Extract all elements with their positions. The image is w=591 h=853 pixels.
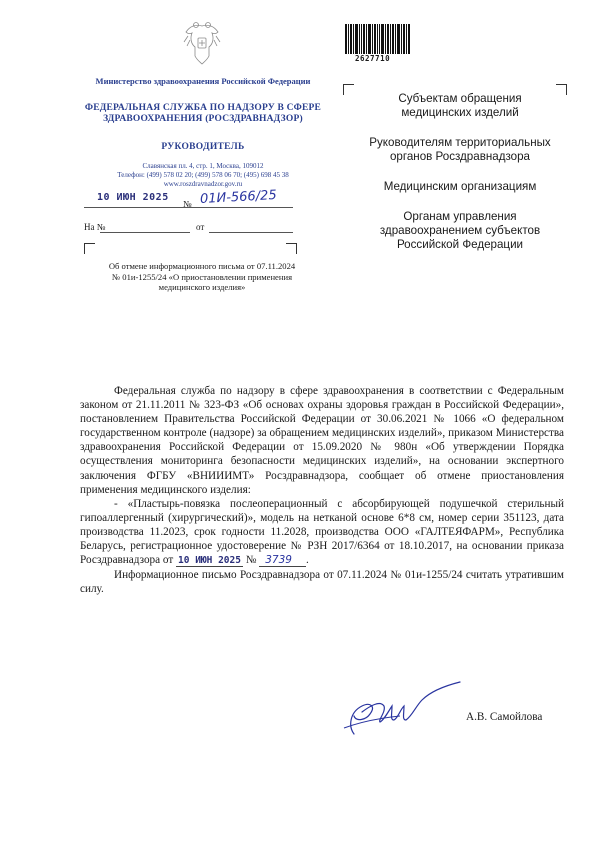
barcode-number: 2627710 — [355, 54, 391, 63]
addressee-list — [362, 92, 558, 268]
addressee-item: Органам управления здравоохранением субъектов Российской Федерации — [379, 210, 541, 251]
subject-corner-right — [286, 243, 297, 254]
body-paragraph: Федеральная служба по надзору в сфере здравоохранения в соответствии с Федеральным законом от 21.11.2011 № 323-ФЗ «Об основах охраны здоровья граждан в Российской Федерации», постановлением Правительства Российской Федерации от 30.06.2021 № 1066 «О федеральном государственном контроле (надзоре) за обращением медицинских изделий», приказом Министерства здравоохранения Российской Федерации от 15.09.2020 № 980н «Об утверждении Порядка осуществления мониторинга безопасности медицинских изделий», на основании экспертного заключения ФГБУ «ВНИИИМТ» Росздравнадзора, сообщает об отмене приостановления применения медицинского изделия: — [80, 385, 564, 496]
product-description: - «Пластырь-повязка послеоперационный с абсорбирующей подушечкой стерильный гипоаллергенный (хирургический)», модель на нетканой основе 6*8 см, номер серии 351123, дата производства 11.2023, срок годности 11.2028, производства ООО «ГАЛТЕЯФАРМ», Республика Беларусь, регистрационное удостоверение № РЗН 2017/6364 от 18.10.2017, на основании приказа Росздравнадзора от — [80, 497, 564, 567]
body-paragraph: Информационное письмо Росздравнадзора от 07.11.2024 № 01и-1255/24 считать утратившим силу. — [80, 569, 564, 596]
letter-body — [80, 384, 564, 596]
reference-number-label: На № — [84, 222, 106, 232]
address-line: Славянская пл. 4, стр. 1, Москва, 109012 — [142, 162, 264, 170]
handwritten-order-number: 3739 — [259, 554, 306, 567]
subject-corner-left — [84, 243, 95, 254]
order-number-label: № — [245, 554, 257, 567]
reference-date-underline — [209, 232, 293, 233]
addressee-item: Руководителям территориальных органов Росздравнадзора — [369, 136, 551, 163]
number-underline — [193, 207, 293, 208]
ministry-name: Министерство здравоохранения Российской Федерации — [95, 76, 311, 86]
letter-subject: Об отмене информационного письма от 07.11.2024 № 01и-1255/24 «О приостановлении применения медицинского изделия» — [108, 261, 296, 292]
phone-line: Телефон: (499) 578 02 20; (499) 578 06 70; (495) 698 45 38 — [117, 171, 289, 179]
handwritten-number: 01И-566/25 — [199, 188, 278, 207]
double-headed-eagle-emblem-icon — [182, 20, 222, 66]
head-title: РУКОВОДИТЕЛЬ — [161, 142, 245, 152]
addressee-corner-left — [343, 84, 354, 95]
barcode-icon — [345, 24, 410, 54]
website-line: www.roszdravnadzor.gov.ru — [163, 180, 243, 188]
date-stamp: 10 ИЮН 2025 — [97, 192, 169, 203]
addressee-item: Субъектам обращения медицинских изделий — [398, 92, 522, 119]
date-underline — [84, 207, 194, 208]
contact-block — [78, 162, 328, 189]
handwritten-signature — [340, 676, 480, 746]
reference-date-label: от — [196, 222, 205, 232]
service-name: ФЕДЕРАЛЬНАЯ СЛУЖБА ПО НАДЗОРУ В СФЕРЕ ЗДРАВООХРАНЕНИЯ (РОСЗДРАВНАДЗОР) — [84, 103, 322, 124]
body-paragraph: - «Пластырь-повязка послеоперационный с абсорбирующей подушечкой стерильный гипоаллергенный (хирургический)», модель на нетканой основе 6*8 см, номер серии 351123, дата производства 11.2023, срок годности 11.2028, производства ООО «ГАЛТЕЯФАРМ», Республика Беларусь, регистрационное удостоверение № РЗН 2017/6364 от 18.10.2017, на основании приказа Росздравнадзора от 10 ИЮН 2025 № 3739 . — [80, 497, 564, 567]
order-date-stamp: 10 ИЮН 2025 — [178, 555, 241, 567]
signatory-name: А.В. Самойлова — [466, 711, 543, 723]
number-label: № — [183, 199, 192, 209]
reference-number-underline — [100, 232, 190, 233]
addressee-item: Медицинским организациям — [383, 180, 537, 193]
